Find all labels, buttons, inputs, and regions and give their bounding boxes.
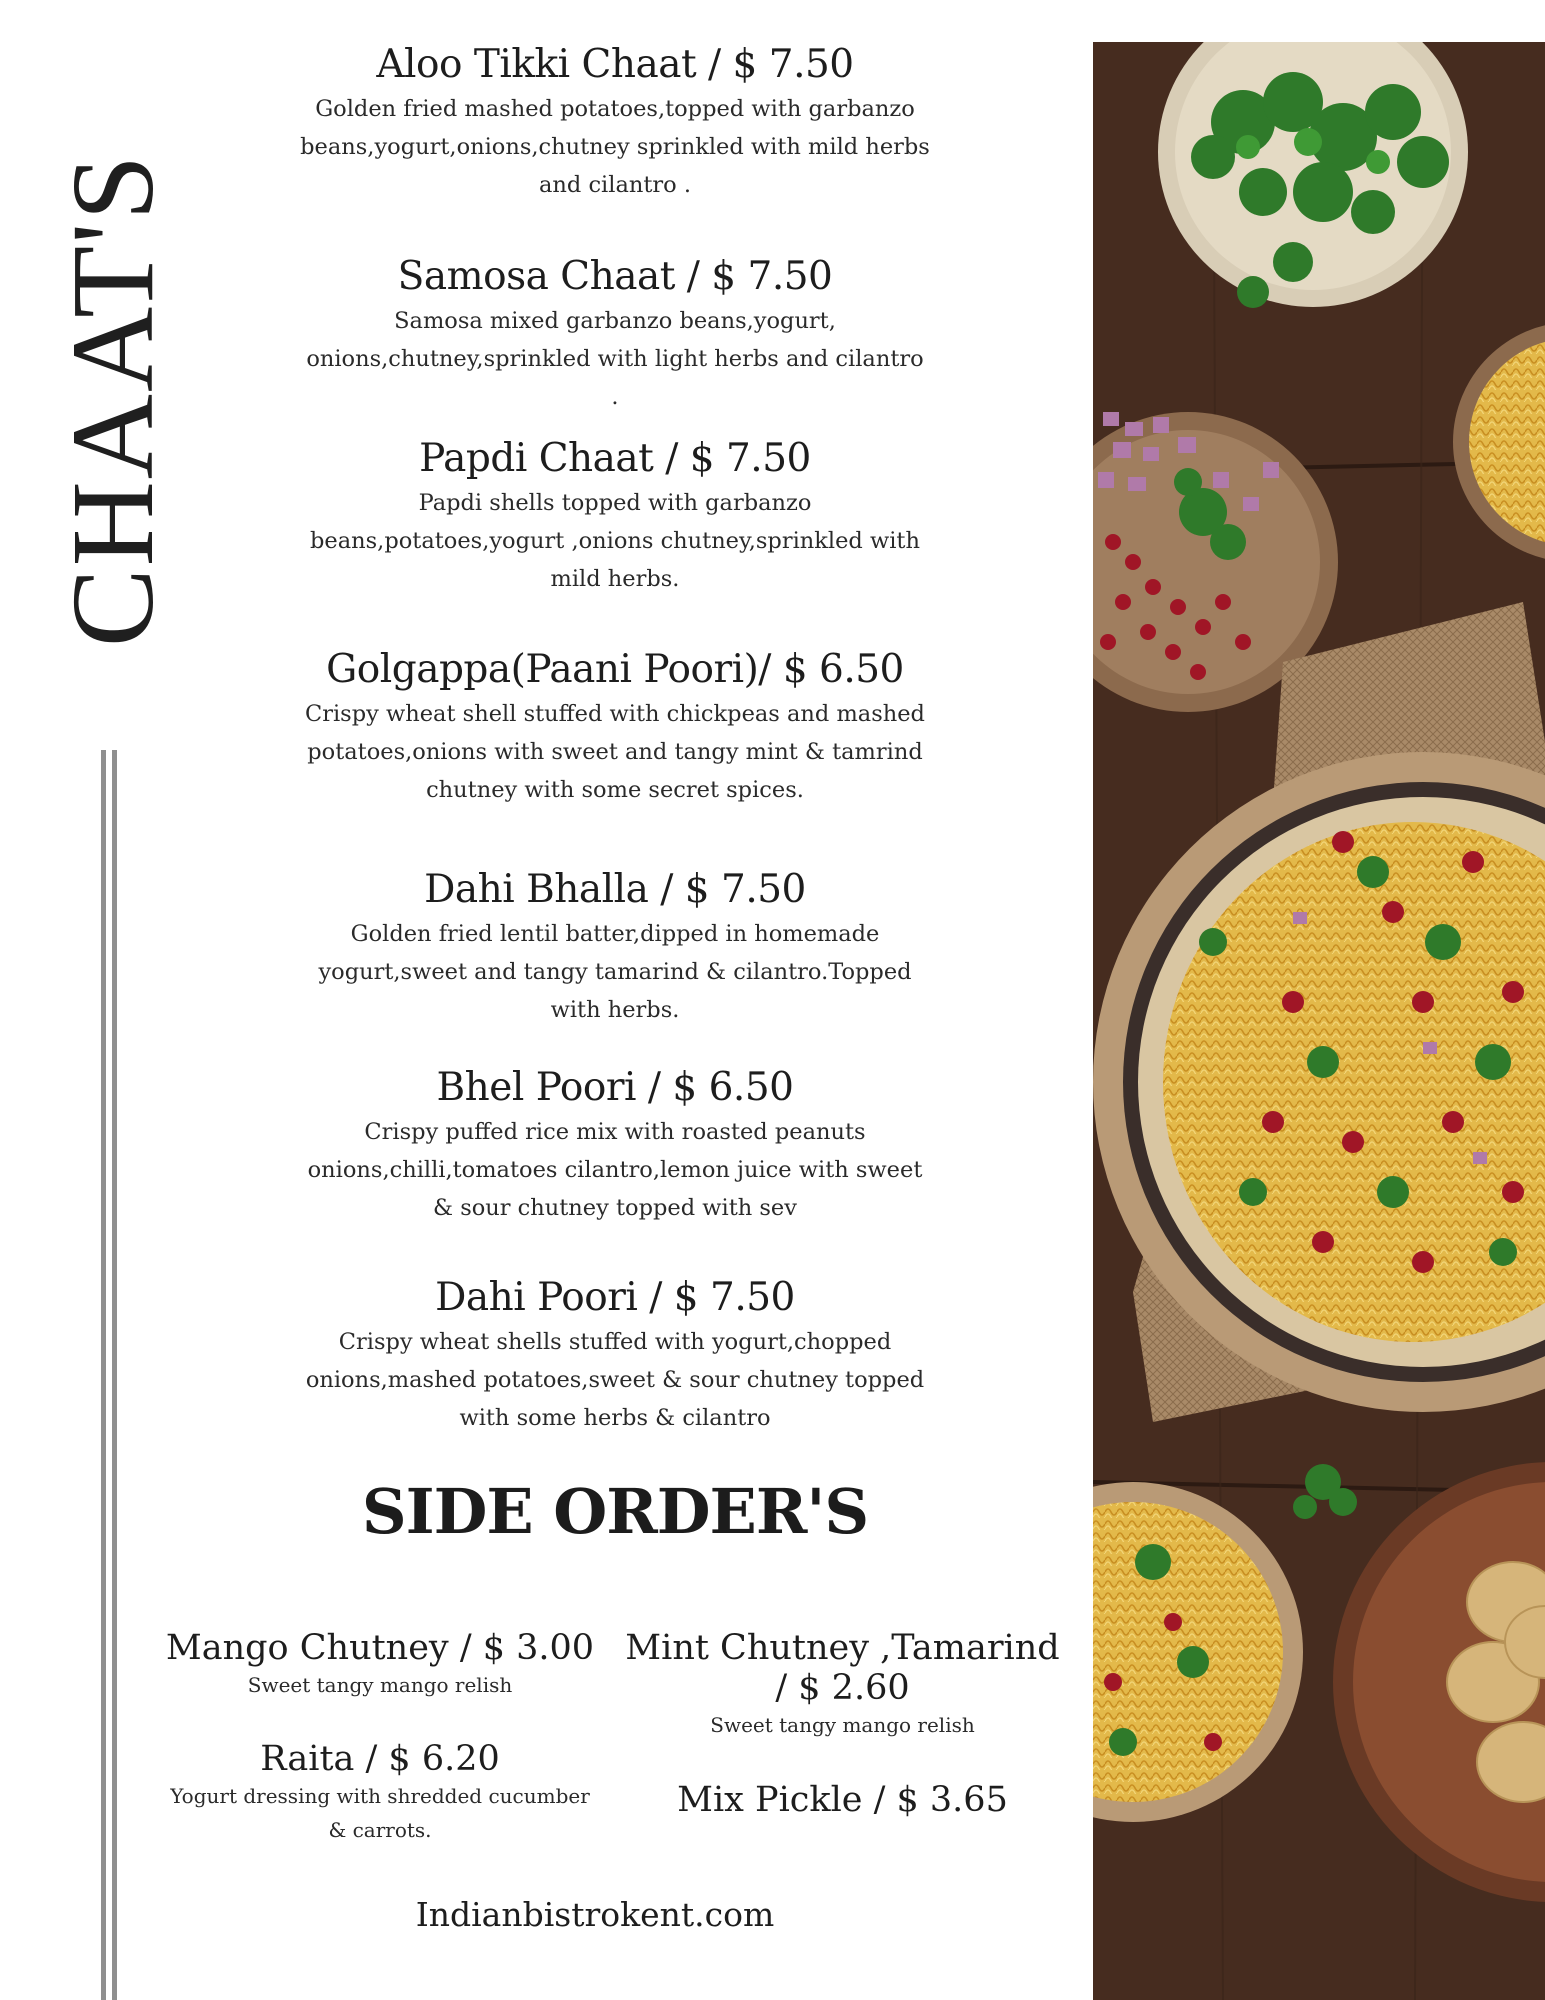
food-photo <box>1093 42 1545 2000</box>
food-photo-illustration <box>1093 42 1545 2000</box>
decorative-line <box>112 750 117 2000</box>
side-item-mint-chutney <box>615 1628 1070 1742</box>
side-orders-title: SIDE ORDER'S <box>361 1475 869 1548</box>
website-footer: Indianbistrokent.com <box>415 1895 775 1934</box>
menu-item-title: Golgappa(Paani Poori)/ $ 6.50 <box>326 647 904 692</box>
menu-item-aloo-tikki-chaat <box>300 40 930 204</box>
menu-item-golgappa <box>300 645 930 809</box>
menu-item-description: Golden fried mashed potatoes,topped with garbanzo beans,yogurt,onions,chutney sprinkled with mild herbs and cilantro . <box>300 96 930 198</box>
menu-item-bhel-poori <box>300 1063 930 1227</box>
menu-item-title: Dahi Bhalla / $ 7.50 <box>424 867 806 912</box>
side-item-mix-pickle <box>640 1780 1045 1820</box>
menu-item-description: Crispy wheat shells stuffed with yogurt,chopped onions,mashed potatoes,sweet & sour chutney topped with some herbs & cilantro <box>305 1329 925 1431</box>
menu-item-dahi-poori <box>300 1273 930 1437</box>
menu-item-title: Aloo Tikki Chaat / $ 7.50 <box>376 42 854 87</box>
menu-item-description: Golden fried lentil batter,dipped in homemade yogurt,sweet and tangy tamarind & cilantro.Topped with herbs. <box>318 921 912 1023</box>
decorative-line <box>101 750 106 2000</box>
side-item-title: Mint Chutney ,Tamarind / $ 2.60 <box>625 1628 1060 1708</box>
section-title-chaats: CHAAT'S <box>47 152 178 648</box>
side-item-description: Sweet tangy mango relish <box>710 1713 975 1737</box>
side-item-title: Mix Pickle / $ 3.65 <box>677 1780 1008 1820</box>
side-item-description: Yogurt dressing with shredded cucumber & carrots. <box>170 1784 590 1842</box>
menu-item-title: Samosa Chaat / $ 7.50 <box>397 254 833 299</box>
menu-item-title: Papdi Chaat / $ 7.50 <box>419 436 811 481</box>
menu-item-description: Samosa mixed garbanzo beans,yogurt, onions,chutney,sprinkled with light herbs and cilantro . <box>306 308 924 410</box>
side-item-title: Mango Chutney / $ 3.00 <box>165 1628 595 1668</box>
menu-item-description: Crispy wheat shell stuffed with chickpeas and mashed potatoes,onions with sweet and tangy mint & tamrind chutney with some secret spices. <box>305 701 925 803</box>
menu-item-samosa-chaat <box>300 252 930 416</box>
side-item-title: Raita / $ 6.20 <box>260 1739 500 1779</box>
menu-item-description: Papdi shells topped with garbanzo beans,potatoes,yogurt ,onions chutney,sprinkled with mild herbs. <box>310 490 920 592</box>
side-item-description: Sweet tangy mango relish <box>247 1673 513 1697</box>
side-item-raita <box>160 1739 600 1847</box>
menu-item-dahi-bhalla <box>300 865 930 1029</box>
menu-item-description: Crispy puffed rice mix with roasted peanuts onions,chilli,tomatoes cilantro,lemon juice with sweet & sour chutney topped with sev <box>307 1119 923 1221</box>
side-item-mango-chutney <box>160 1628 600 1702</box>
menu-item-title: Bhel Poori / $ 6.50 <box>436 1065 794 1110</box>
menu-item-title: Dahi Poori / $ 7.50 <box>435 1275 795 1320</box>
menu-item-papdi-chaat <box>300 434 930 598</box>
